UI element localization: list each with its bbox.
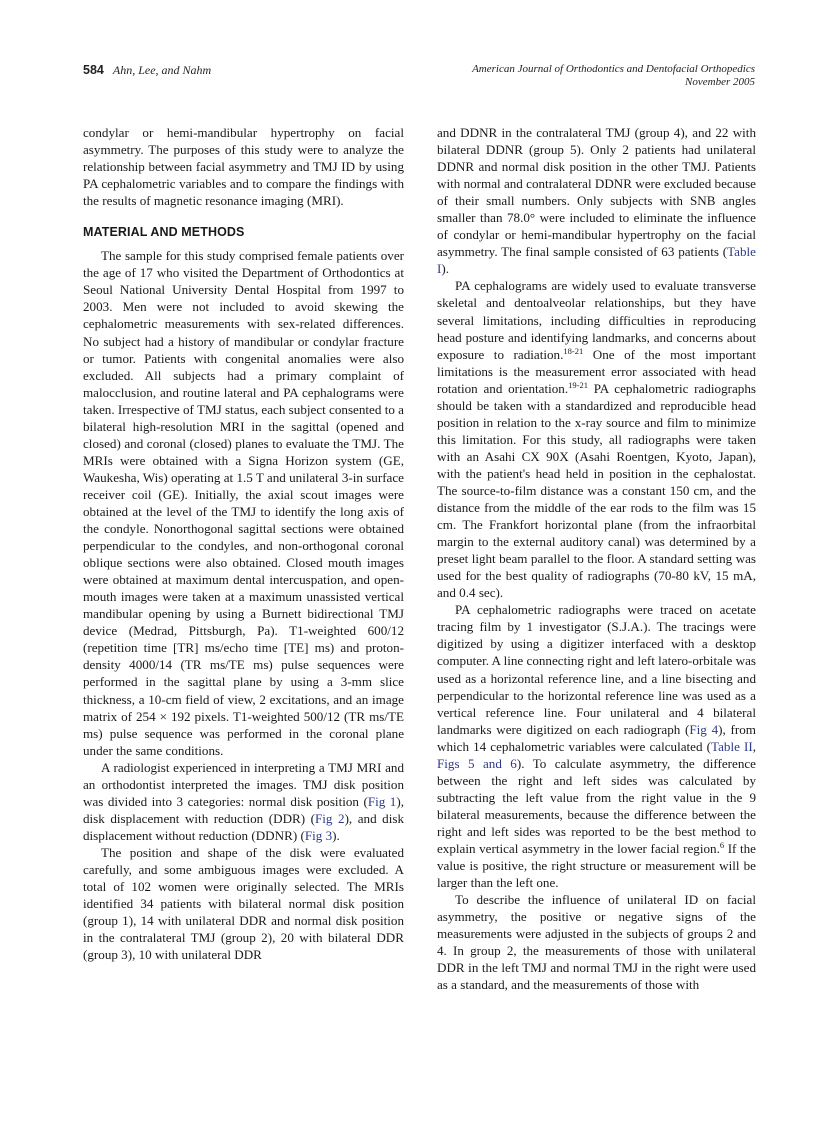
- citation-18-21: 18-21: [563, 345, 584, 356]
- citation-6: 6: [719, 839, 725, 850]
- figure-1-link[interactable]: Fig 1: [367, 793, 397, 809]
- section-heading: MATERIAL AND METHODS: [83, 225, 245, 240]
- text-run: ).: [332, 827, 340, 843]
- text-run: ), and disk displacement without reduction (DDNR) (: [83, 810, 404, 843]
- methods-paragraph-2: [83, 759, 404, 844]
- cephalogram-paragraph: [437, 277, 756, 601]
- continued-paragraph: [437, 124, 756, 277]
- text-run: ), from which 14 cephalometric variables were calculated (: [437, 721, 756, 754]
- table-2-link[interactable]: Table II: [711, 738, 753, 754]
- text-run: and DDNR in the contralateral TMJ (group 4), and 22 with bilateral DDNR (group 5). Only 2 patients had unilateral DDNR and normal disk position in the other TMJ. Patients with normal and contralateral DDNR were excluded because of their small numbers. Only subjects with SNB angles smaller than 78.0° were included to eliminate the influence of condylar or hemi-mandibular hypertrophy on the facial asymmetry. The final sample consisted of 63 patients (: [437, 125, 756, 260]
- text-run: PA cephalograms are widely used to evaluate transverse skeletal and dentoalveolar relationships, but they have several limitations, including difficulties in reproducing head posture and identifying landmarks, and concerns about exposure to radiation.: [437, 278, 756, 362]
- running-header-left: [83, 63, 211, 78]
- methods-paragraph-3: The position and shape of the disk were evaluated carefully, and some ambiguous images were excluded. A total of 102 women were originally selected. The MRIs identified 34 patients with bilateral normal disk position (group 1), 14 with unilateral DDR and normal disk position in the contralateral TMJ (group 2), 20 with bilateral DDR (group 3), 10 with unilateral DDR: [83, 844, 404, 963]
- issue-date: November 2005: [685, 76, 755, 88]
- figures-5-6-link[interactable]: Figs 5 and 6: [437, 755, 517, 771]
- text-run: PA cephalometric radiographs should be taken with a standardized and reproducible head position in relation to the x-ray source and film to minimize this limitation. For this study, all radiographs were taken with an Asahi CX 90X (Asahi Roentgen, Kyoto, Japan), with the patient's head held in position in the cephalostat. The source-to-film distance was a constant 150 cm, and the distance from the middle of the ear rods to the film was 15 cm. The Frankfort horizontal plane (from the infraorbital margin to the external auditory canal) was determined by a preset light beam parallel to the floor. A standard setting was used for the best quality of radiographs (70-80 kV, 15 mA, and 0.4 sec).: [437, 380, 756, 601]
- text-run: ).: [441, 261, 450, 277]
- journal-title: American Journal of Orthodontics and Dentofacial Orthopedics: [472, 63, 755, 75]
- text-run: One of the most important limitations is the measurement error associated with head rotation and orientation.: [437, 346, 757, 396]
- figure-4-link[interactable]: Fig 4: [689, 721, 719, 737]
- text-run: If the value is positive, the right structure or measurement will be larger than the left one.: [437, 840, 756, 891]
- citation-19-21: 19-21: [568, 379, 588, 390]
- running-authors: Ahn, Lee, and Nahm: [112, 63, 212, 77]
- text-run: ), disk displacement with reduction (DDR) (: [83, 793, 404, 826]
- intro-paragraph: condylar or hemi-mandibular hypertrophy on facial asymmetry. The purposes of this study were to analyze the relationship between facial asymmetry and TMJ ID by using PA cephalometric variables and to compare the findings with the results of magnetic resonance imaging (MRI).: [83, 125, 404, 209]
- figure-3-link[interactable]: Fig 3: [304, 827, 333, 843]
- figure-2-link[interactable]: Fig 2: [315, 810, 345, 826]
- running-header-right: [472, 63, 755, 89]
- text-run: A radiologist experienced in interpreting a TMJ MRI and an orthodontist interpreted the images. TMJ disk position was divided into 3 categories: normal disk position (: [83, 759, 404, 809]
- methods-paragraph-1: The sample for this study comprised female patients over the age of 17 who visited the Department of Orthodontics at Seoul National University Dental Hospital from 1997 to 2003. Men were not included to avoid skewing the cephalometric measurements with sex-related differences. No subject had a history of mandibular or condylar fracture or tumor. Patients with congenital anomalies were also excluded. All subjects had a primary complaint of malocclusion, and routine lateral and PA cephalograms were taken. Irrespective of TMJ status, each subject consented to a bilateral high-resolution MRI in the sagittal (opened and closed) and coronal (closed) planes to evaluate the TMJ. The MRIs were obtained with a Signa Horizon system (GE, Waukesha, Wis) operating at 1.5 T and unilateral 3-in surface receiver coil (GE). Initially, the axial scout images were obtained at the level of the TMJ to identify the long axis of the condyle. Nonorthogonal sagittal sections were obtained perpendicular to the condyles, and non-orthogonal coronal oblique sections were also obtained. Closed mouth images were obtained at maximum dental intercuspation, and open-mouth images were taken at a maximum unassisted vertical mandibular opening by using a Burnett bidirectional TMJ device (Medrad, Pittsburgh, Pa). T1-weighted 600/12 (repetition time [TR] ms/echo time [TE] ms) and proton-density 4000/14 (TR ms/TE ms) pulse sequences were performed in the sagittal plane by using a 3-mm slice thickness, a 10-cm field of view, 2 excitations, and an image matrix of 254 × 192 pixels. T1-weighted 500/12 (TR ms/TE ms) pulse sequence was performed in the coronal plane under the same conditions.: [83, 248, 404, 758]
- text-run: ). To calculate asymmetry, the difference between the right and left sides was calculated by subtracting the left value from the right value in the 9 bilateral measurements, because the difference between the right and left sides was reported to be the best method to explain vertical asymmetry in the lower facial region.: [437, 755, 756, 856]
- left-column: [83, 124, 404, 963]
- text-run: ,: [752, 738, 756, 754]
- page-number: 584: [83, 63, 104, 77]
- text-run: PA cephalometric radiographs were traced on acetate tracing film by 1 investigator (S.J.A.). The tracings were digitized by using a digitizer interfaced with a desktop computer. A line connecting right and left latero-orbitale was used as a horizontal reference line, and a line bisecting and perpendicular to the horizontal reference line was used as a vertical reference line. Four unilateral and 4 bilateral landmarks were digitized on each radiograph (: [437, 602, 756, 737]
- tracing-paragraph: [437, 601, 756, 891]
- table-1-link[interactable]: Table I: [437, 244, 756, 277]
- right-column: [437, 124, 756, 993]
- sign-adjustment-paragraph: To describe the influence of unilateral ID on facial asymmetry, the positive or negative signs of the measurements were adjusted in the subjects of groups 2 and 4. In group 2, the measurements of those with unilateral DDR in the left TMJ and normal TMJ in the right were used as a standard, and the measurements of those with: [437, 892, 756, 993]
